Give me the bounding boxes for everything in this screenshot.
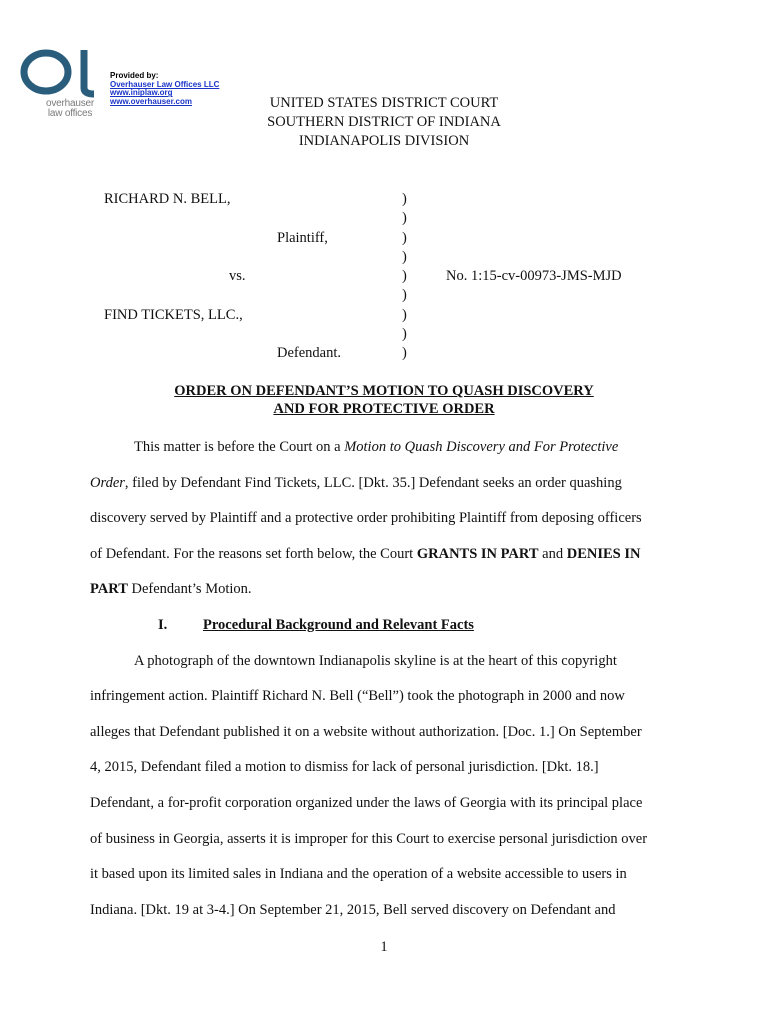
paragraph-line — [90, 430, 670, 466]
paragraph-line: discovery served by Plaintiff and a protective order prohibiting Plaintiff from deposing officers — [90, 510, 642, 527]
paragraph-line: A photograph of the downtown Indianapolis skyline is at the heart of this copyright — [134, 652, 617, 669]
paren: ) — [402, 248, 407, 265]
overhauser-logo-icon — [18, 44, 110, 100]
court-name: UNITED STATES DISTRICT COURT — [269, 95, 499, 111]
paragraph-line — [90, 466, 670, 502]
case-number: No. 1:15-cv-00973-JMS-MJD — [446, 268, 622, 284]
paragraph-line: of business in Georgia, asserts it is improper for this Court to exercise personal jurisdiction over — [90, 830, 648, 847]
court-division: INDIANAPOLIS DIVISION — [298, 133, 470, 149]
order-title-line-1: ORDER ON DEFENDANT’S MOTION TO QUASH DISCOVERY — [174, 383, 594, 399]
intro-paragraph — [90, 430, 670, 608]
ruling-grants-in-part: GRANTS IN PART — [416, 545, 539, 562]
section-title: Procedural Background and Relevant Facts — [203, 616, 474, 633]
paren: ) — [402, 191, 407, 207]
court-district: SOUTHERN DISTRICT OF INDIANA — [267, 114, 501, 130]
motion-title-italic: Motion to Quash Discovery and For Protective — [344, 439, 619, 455]
paragraph-line: Defendant, a for-profit corporation organized under the laws of Georgia with its principal place — [90, 794, 643, 811]
paren: ) — [402, 210, 407, 227]
paren: ) — [402, 229, 407, 246]
logo-text-overhauser: overhauser — [45, 98, 95, 109]
paren: ) — [402, 345, 407, 362]
paren: ) — [402, 287, 407, 304]
paragraph-line: alleges that Defendant published it on a website without authorization. [Doc. 1.] On September — [90, 723, 642, 740]
paragraph-line — [90, 572, 670, 608]
background-paragraph — [90, 644, 670, 929]
text-run: Defendant’s Motion. — [127, 581, 252, 598]
section-number: I. — [158, 616, 168, 633]
paragraph-line: 4, 2015, Defendant filed a motion to dismiss for lack of personal jurisdiction. [Dkt. 18.] — [90, 759, 599, 776]
logo-text-law-offices: law offices — [47, 108, 93, 119]
court-header — [0, 94, 768, 151]
link-iniplaw[interactable]: www.iniplaw.org — [110, 88, 173, 98]
plaintiff-role: Plaintiff, — [277, 230, 328, 246]
defendant-name: FIND TICKETS, LLC., — [104, 307, 243, 323]
ruling-denies-in: DENIES IN — [566, 545, 641, 562]
text-run: , filed by Defendant Find Tickets, LLC. [Dkt. 35.] Defendant seeks an order quashing — [124, 474, 622, 491]
order-title-line-2: AND FOR PROTECTIVE ORDER — [273, 401, 495, 417]
paragraph-line: Indiana. [Dkt. 19 at 3-4.] On September 21, 2015, Bell served discovery on Defendant and — [90, 901, 616, 918]
order-title — [0, 382, 768, 418]
caption-parentheses — [402, 190, 407, 364]
ruling-part: PART — [90, 581, 128, 598]
defendant-role: Defendant. — [277, 345, 342, 361]
paren: ) — [402, 268, 407, 285]
text-run: and — [538, 545, 567, 562]
page-number: 1 — [380, 939, 388, 955]
text-run: This matter is before the Court on a — [134, 439, 345, 455]
paragraph-line: infringement action. Plaintiff Richard N. Bell (“Bell”) took the photograph in 2000 and now — [90, 688, 625, 705]
order-body — [90, 430, 670, 928]
motion-title-italic: Order — [90, 474, 125, 491]
paren: ) — [402, 306, 407, 323]
link-overhauser-law-offices[interactable]: Overhauser Law Offices LLC — [110, 79, 220, 89]
section-heading — [90, 608, 670, 644]
paren: ) — [402, 326, 407, 343]
plaintiff-name: RICHARD N. BELL, — [104, 191, 231, 207]
paragraph-line: it based upon its limited sales in Indiana and the operation of a website accessible to users in — [90, 866, 627, 883]
versus: vs. — [229, 268, 246, 284]
text-run: of Defendant. For the reasons set forth below, the Court — [90, 545, 417, 562]
link-overhauser-website[interactable]: www.overhauser.com — [110, 96, 192, 106]
paragraph-line — [90, 537, 670, 573]
provided-by-label: Provided by: — [110, 71, 159, 80]
